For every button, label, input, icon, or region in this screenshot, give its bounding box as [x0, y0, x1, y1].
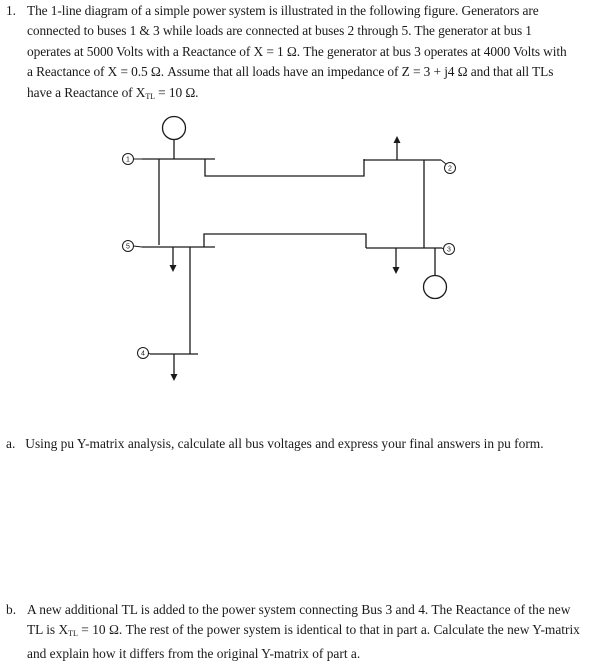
bus-3-label: 3	[447, 246, 451, 254]
part-b-label: b.	[6, 602, 17, 617]
bus-5-label: 5	[126, 243, 130, 251]
intro-line-4: a Reactance of X = 0.5 Ω. Assume that all loads have an impedance of Z = 3 + j4 Ω and that all TLs	[27, 64, 554, 80]
intro-line-1: The 1-line diagram of a simple power system is illustrated in the following figure. Generators are	[27, 3, 539, 18]
generator-bus-3-icon	[424, 276, 447, 299]
intro-line-5: have a Reactance of $X_{TL} = 10$ Ω.	[27, 84, 199, 101]
part-b-line-2: TL is $X_{TL} = 10$ Ω. The rest of the power system is identical to that in part a. Calculate the new Y-matrix	[27, 622, 580, 639]
bus-1-label: 1	[126, 156, 130, 164]
intro-line-3: operates at 5000 Volts with a Reactance of X = 1 Ω. The generator at bus 3 operates at 4000 Volts with	[27, 43, 567, 59]
load-bus-2-arrow-icon	[394, 136, 401, 143]
bus-2-label: 2	[448, 165, 452, 173]
intro-line-2: connected to buses 1 & 3 while loads are connected at buses 2 through 5. The generator at bus 1	[27, 23, 532, 39]
load-bus-5-arrow-icon	[170, 265, 177, 272]
load-bus-3-arrow-icon	[393, 267, 400, 274]
tl-bus5-bus3	[204, 234, 366, 248]
bus-5-leader	[134, 246, 143, 247]
bus-4-label: 4	[141, 350, 145, 358]
bus-2-leader	[441, 160, 446, 164]
part-b	[6, 600, 586, 665]
part-a	[6, 434, 586, 454]
load-bus-4-arrow-icon	[171, 374, 178, 381]
generator-bus-1-icon	[163, 117, 186, 140]
question-number: 1.	[6, 3, 16, 18]
part-a-text: Using pu Y-matrix analysis, calculate all bus voltages and express your final answers in pu form.	[25, 436, 544, 451]
part-b-line-1: A new additional TL is added to the power system connecting Bus 3 and 4. The Reactance of the new	[27, 602, 571, 617]
tl-bus1-bus2	[205, 159, 364, 176]
part-b-line-3: and explain how it differs from the original Y-matrix of part a.	[27, 646, 361, 662]
part-a-label: a.	[6, 436, 16, 451]
